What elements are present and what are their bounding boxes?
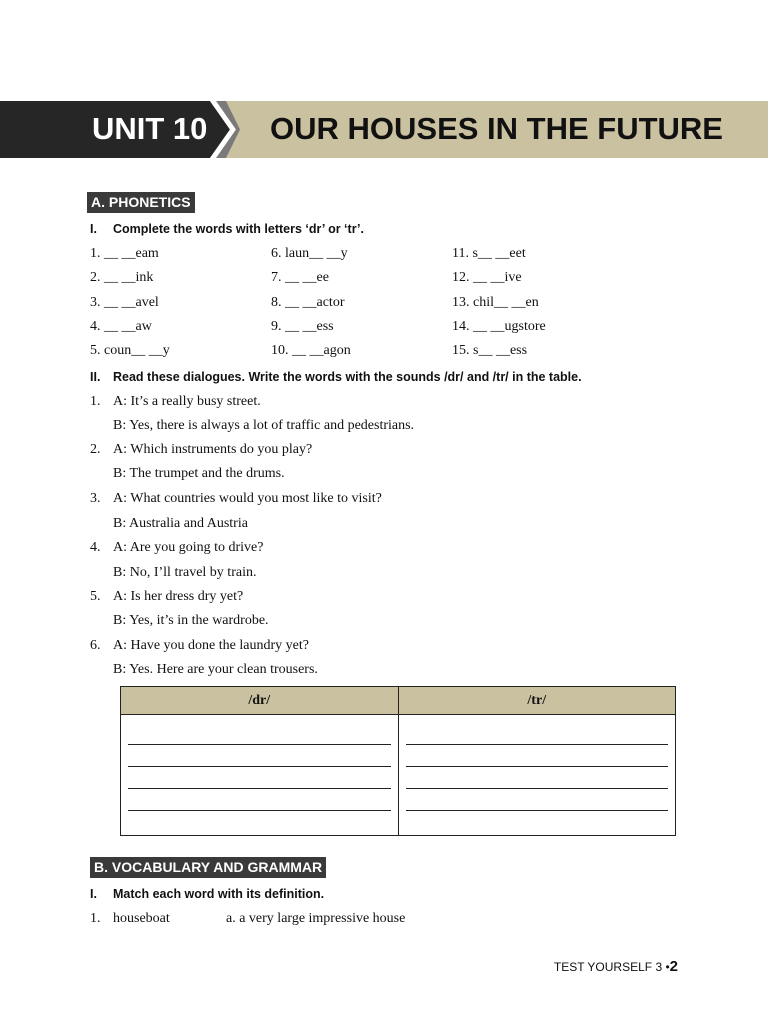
exercise-numeral: II.: [90, 370, 101, 384]
dialogue-text: A: Have you done the laundry yet?: [113, 638, 309, 653]
dialogue-line-b: B: Australia and Austria: [113, 516, 248, 531]
dialogue-line-a: [90, 589, 243, 605]
dialogue-number: 5.: [90, 589, 101, 604]
dialogue-line-a: [90, 394, 261, 410]
section-b-heading: B. VOCABULARY AND GRAMMAR: [90, 857, 326, 878]
instruction-text: Complete the words with letters ‘dr’ or ‘tr’.: [113, 222, 364, 236]
exercise-numeral: I.: [90, 222, 97, 236]
answer-line: [128, 745, 391, 767]
exercise-b1-instruction: [90, 887, 324, 901]
word-item: 4. __ __aw: [90, 319, 152, 334]
answer-line: [128, 767, 391, 789]
answer-cell-dr[interactable]: [121, 715, 399, 836]
match-word: houseboat: [113, 911, 170, 926]
word-item: 9. __ __ess: [271, 319, 334, 334]
answer-line: [406, 745, 669, 767]
col-header-dr: /dr/: [121, 687, 399, 715]
answer-line: [128, 723, 391, 745]
dialogue-text: A: Is her dress dry yet?: [113, 589, 244, 604]
sound-table: [120, 686, 676, 836]
dialogue-number: 3.: [90, 491, 101, 506]
answer-line: [128, 789, 391, 811]
page-footer: [554, 958, 678, 975]
dialogue-number: 4.: [90, 540, 101, 555]
dialogue-number: 2.: [90, 442, 101, 457]
dialogue-number: 1.: [90, 394, 101, 409]
word-item: 7. __ __ee: [271, 270, 329, 285]
dialogue-text: A: Are you going to drive?: [113, 540, 264, 555]
word-item: 1. __ __eam: [90, 246, 159, 261]
dialogue-line-b: B: No, I’ll travel by train.: [113, 565, 257, 580]
unit-title: OUR HOUSES IN THE FUTURE: [270, 111, 723, 146]
table-header-row: [121, 687, 676, 715]
page-number: 2: [669, 958, 678, 975]
word-item: 15. s__ __ess: [452, 343, 528, 358]
exercise-numeral: I.: [90, 887, 97, 901]
match-row: [90, 911, 405, 927]
dialogue-line-a: [90, 491, 382, 507]
word-item: 14. __ __ugstore: [452, 319, 546, 334]
answer-line: [406, 789, 669, 811]
dialogue-line-a: [90, 638, 309, 654]
exercise-1-instruction: [90, 222, 364, 236]
dialogue-line-b: B: Yes, it’s in the wardrobe.: [113, 613, 269, 628]
word-item: 12. __ __ive: [452, 270, 522, 285]
word-item: 6. laun__ __y: [271, 246, 348, 261]
footer-label: TEST YOURSELF 3 •: [553, 960, 670, 974]
unit-number: UNIT 10: [92, 111, 208, 146]
match-definition: a. a very large impressive house: [226, 911, 406, 926]
word-item: 3. __ __avel: [90, 295, 159, 310]
instruction-text: Match each word with its definition.: [113, 887, 325, 901]
word-item: 2. __ __ink: [90, 270, 154, 285]
unit-banner: [0, 101, 768, 158]
exercise-2-instruction: [90, 370, 582, 384]
word-item: 8. __ __actor: [271, 295, 345, 310]
word-item: 10. __ __agon: [271, 343, 351, 358]
dialogue-line-b: B: Yes, there is always a lot of traffic and pedestrians.: [113, 418, 415, 433]
word-item: 11. s__ __eet: [452, 246, 526, 261]
word-item: 13. chil__ __en: [452, 295, 539, 310]
dialogue-number: 6.: [90, 638, 101, 653]
answer-cell-tr[interactable]: [398, 715, 676, 836]
dialogue-text: A: It’s a really busy street.: [113, 394, 261, 409]
answer-line: [406, 767, 669, 789]
dialogue-text: A: What countries would you most like to visit?: [113, 491, 382, 506]
section-a-heading: A. PHONETICS: [87, 192, 195, 213]
col-header-tr: /tr/: [398, 687, 676, 715]
dialogue-text: A: Which instruments do you play?: [113, 442, 313, 457]
match-number: 1.: [90, 911, 101, 926]
table-row: [121, 715, 676, 836]
dialogue-line-b: B: The trumpet and the drums.: [113, 466, 285, 481]
answer-line: [406, 723, 669, 745]
dialogue-line-b: B: Yes. Here are your clean trousers.: [113, 662, 318, 677]
word-item: 5. coun__ __y: [90, 343, 170, 358]
dialogue-line-a: [90, 442, 312, 458]
dialogue-line-a: [90, 540, 263, 556]
instruction-text: Read these dialogues. Write the words with the sounds /dr/ and /tr/ in the table.: [113, 370, 582, 384]
